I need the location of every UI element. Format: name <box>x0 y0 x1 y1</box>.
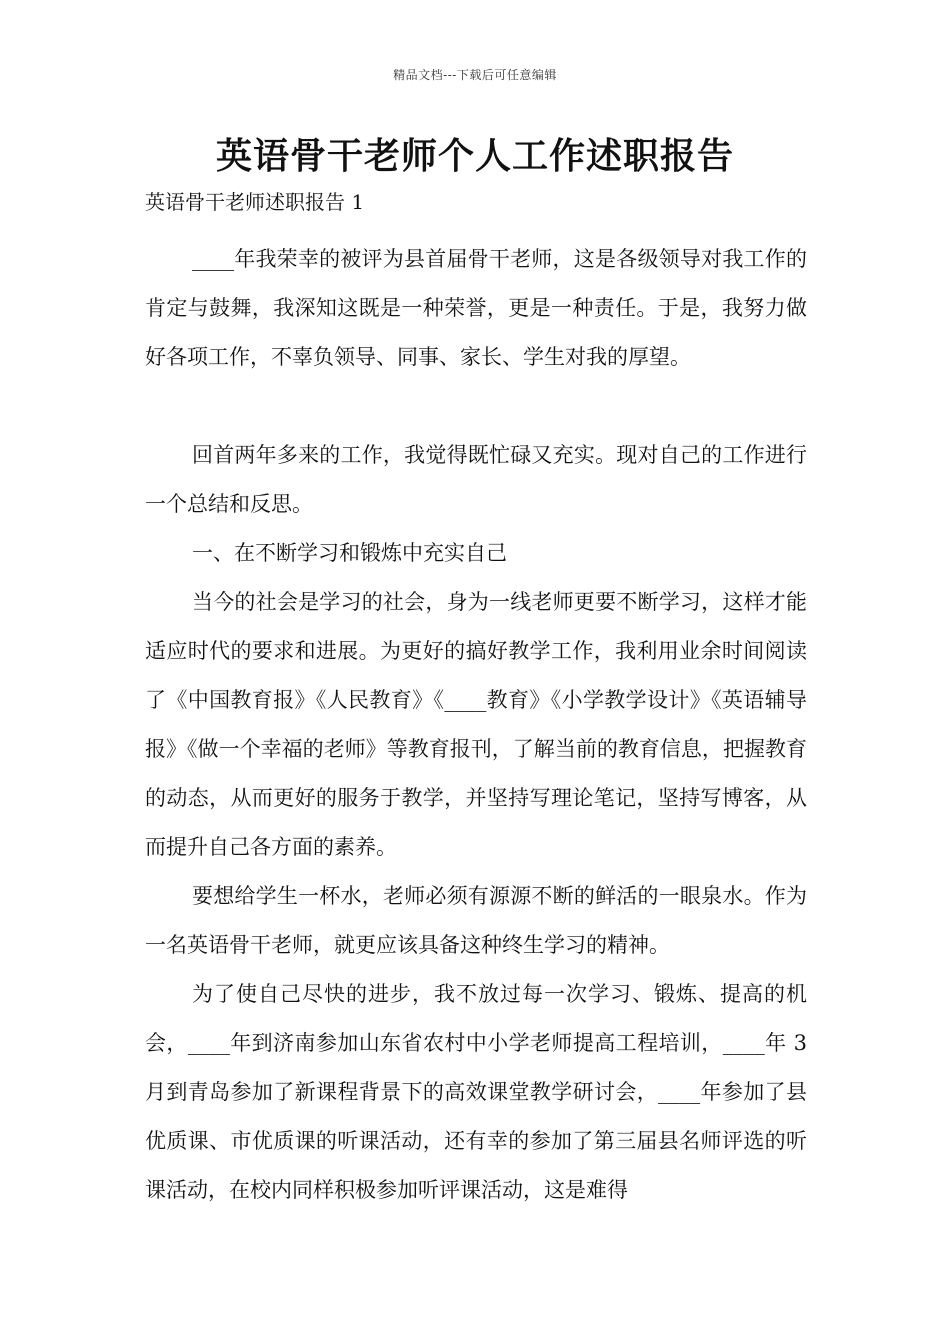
paragraph-training: 为了使自己尽快的进步，我不放过每一次学习、锻炼、提高的机会，____年到济南参加山东省农村中小学老师提高工程培训，____年 3 月到青岛参加了新课程背景下的高效课堂教学研讨会，____年参加了县优质课、市优质课的听课活动，还有幸的参加了第三届县名师评选的听课活动，在校内同样积极参加听评课活动，这是难得 <box>145 982 814 1202</box>
paragraph-review: 回首两年多来的工作，我觉得既忙碌又充实。现对自己的工作进行一个总结和反思。 <box>145 443 807 516</box>
paragraph-intro: ____年我荣幸的被评为县首届骨干老师，这是各级领导对我工作的肯定与鼓舞，我深知这既是一种荣誉，更是一种责任。于是，我努力做好各项工作，不辜负领导、同事、家长、学生对我的厚望。 <box>145 247 807 369</box>
paragraph-spring: 要想给学生一杯水，老师必须有源源不断的鲜活的一眼泉水。作为一名英语骨干老师，就更应该具备这种终生学习的精神。 <box>145 884 807 957</box>
section-heading-1: 一、在不断学习和锻炼中充实自己 <box>192 541 507 565</box>
document-title: 英语骨干老师个人工作述职报告 <box>215 135 734 177</box>
document-body <box>145 235 814 1215</box>
paragraph-learning: 当今的社会是学习的社会，身为一线老师更要不断学习，这样才能适应时代的要求和进展。为更好的搞好教学工作，我利用业余时间阅读了《中国教育报》《人民教育》《____教育》《小学教学设计》《英语辅导报》《做一个幸福的老师》等教育报刊，了解当前的教育信息，把握教育的动态，从而更好的服务于教学，并坚持写理论笔记，坚持写博客，从而提升自己各方面的素养。 <box>145 590 807 859</box>
header-note: 精品文档---下载后可任意编辑 <box>393 68 557 82</box>
document-subtitle: 英语骨干老师述职报告 1 <box>145 190 365 214</box>
